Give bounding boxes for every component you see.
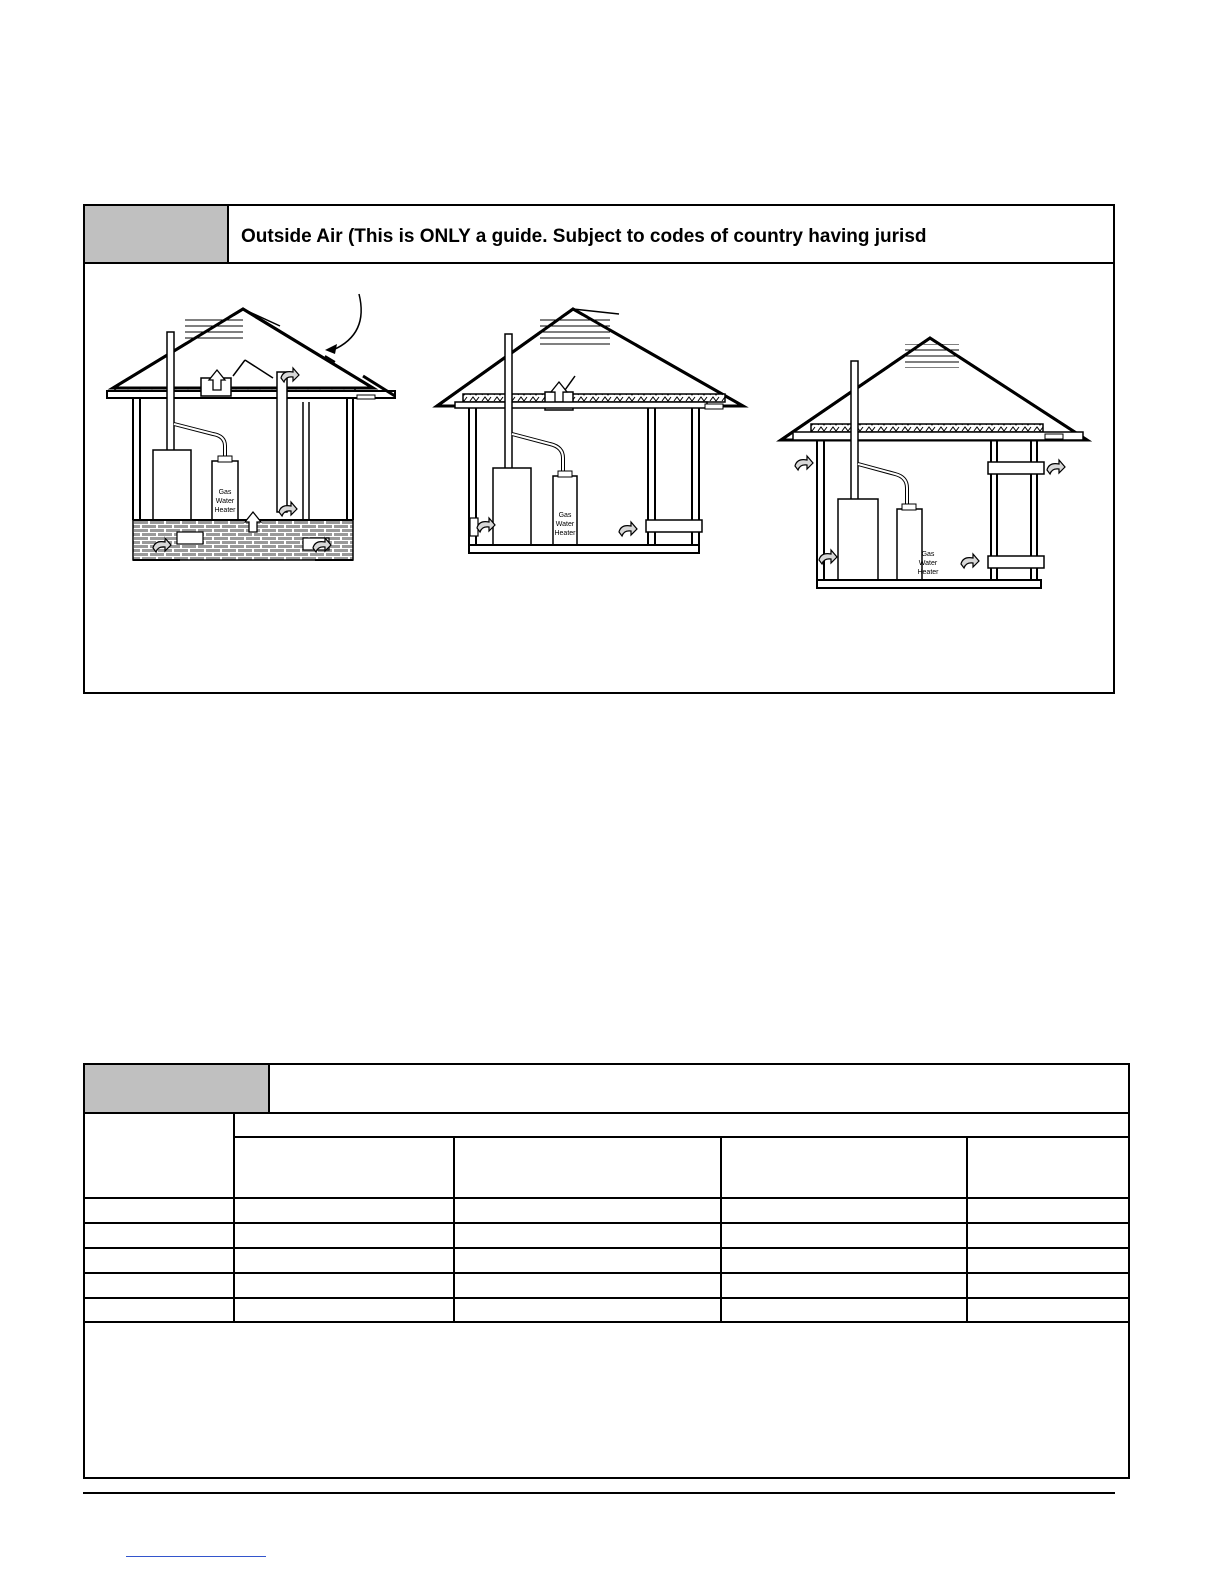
table-col-rule [233,1112,235,1323]
table-row-rule [85,1272,1128,1274]
table-row-rule [85,1197,1128,1199]
water-heater-label: Gas [218,489,232,496]
house-crawlspace [107,294,395,560]
table-row-rule [85,1222,1128,1224]
table-header-rule [85,1112,1128,1114]
table-row-rule [85,1321,1128,1323]
svg-text:Gas: Gas [921,551,935,558]
house-attic-vented [437,309,743,553]
table-row-rule [85,1247,1128,1249]
house-wall-vents [781,338,1087,588]
svg-text:Water: Water [555,521,575,528]
table-col-rule [966,1136,968,1323]
table-number-tab [85,1065,270,1112]
svg-text:Heater: Heater [917,569,939,576]
svg-text:Water: Water [215,498,235,505]
table-group-rule [233,1136,1128,1138]
table-row-rule [85,1297,1128,1299]
svg-text:Heater: Heater [214,507,236,514]
svg-text:Gas: Gas [558,512,572,519]
figure-box [83,204,1115,694]
figure-title: Outside Air (This is ONLY a guide. Subject to codes of country having jurisd [241,226,927,247]
table-col-rule [720,1136,722,1323]
figure-number-tab [85,206,229,262]
table-box [83,1063,1130,1479]
svg-text:Heater: Heater [554,530,576,537]
footer-rule [83,1492,1115,1494]
svg-text:Water: Water [918,560,938,567]
footer-link-underline [126,1556,266,1557]
outside-air-illustrations [85,264,1113,694]
table-col-rule [453,1136,455,1323]
